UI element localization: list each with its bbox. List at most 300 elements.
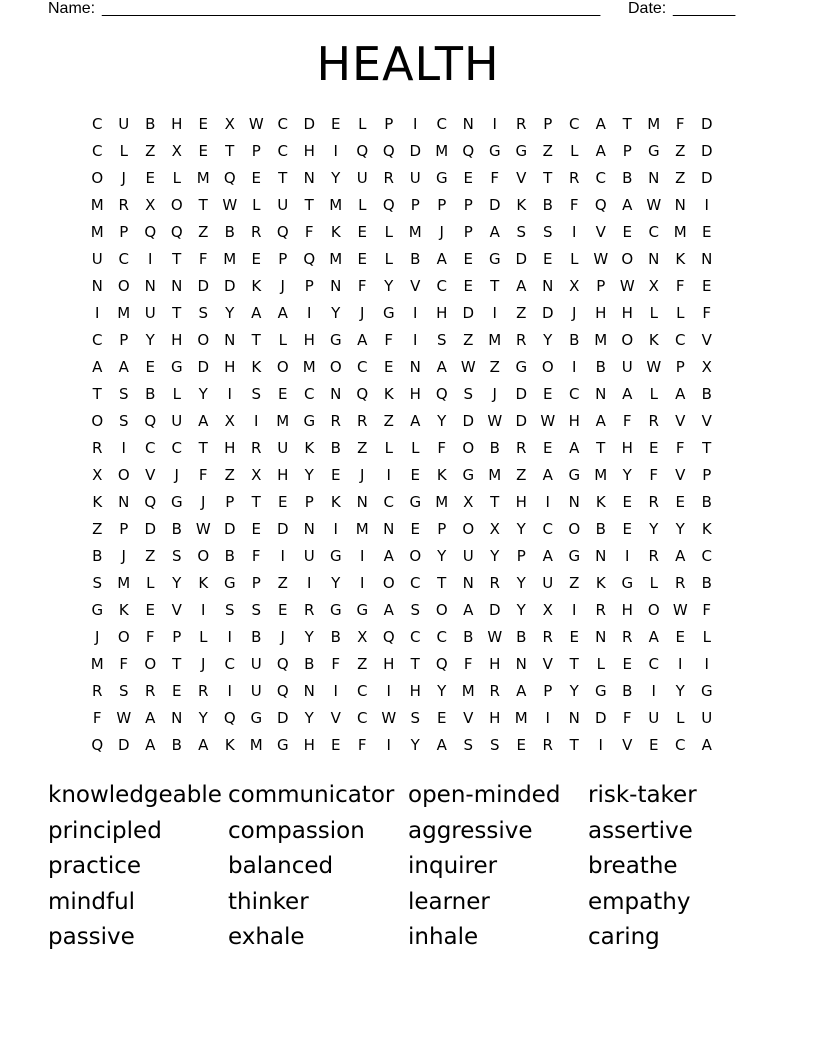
grid-letter[interactable]: I (227, 682, 232, 700)
grid-letter[interactable]: L (649, 385, 658, 403)
grid-letter[interactable]: D (541, 304, 554, 322)
grid-letter[interactable]: H (621, 304, 633, 322)
grid-letter[interactable]: F (490, 169, 500, 187)
grid-letter[interactable]: Q (144, 223, 157, 241)
grid-letter[interactable]: O (621, 331, 634, 349)
grid-letter[interactable]: Q (594, 196, 607, 214)
grid-letter[interactable]: J (280, 277, 285, 295)
grid-letter[interactable]: R (251, 439, 262, 457)
grid-letter[interactable]: X (224, 115, 235, 133)
grid-letter[interactable]: A (145, 736, 156, 754)
grid-letter[interactable]: G (223, 574, 236, 592)
grid-letter[interactable]: F (384, 331, 394, 349)
grid-letter[interactable]: S (171, 547, 182, 565)
grid-letter[interactable]: U (409, 169, 421, 187)
grid-letter[interactable]: F (463, 655, 473, 673)
grid-letter[interactable]: X (489, 520, 500, 538)
grid-letter[interactable]: U (277, 439, 289, 457)
grid-letter[interactable]: K (92, 493, 103, 511)
grid-letter[interactable]: F (622, 709, 632, 727)
grid-letter[interactable]: Q (382, 196, 395, 214)
grid-letter[interactable]: K (701, 520, 712, 538)
grid-letter[interactable]: H (277, 466, 289, 484)
grid-letter[interactable]: R (542, 628, 553, 646)
grid-letter[interactable]: L (676, 709, 685, 727)
grid-letter[interactable]: D (117, 736, 130, 754)
grid-letter[interactable]: X (145, 196, 156, 214)
grid-letter[interactable]: I (333, 142, 338, 160)
grid-letter[interactable]: F (92, 709, 102, 727)
grid-letter[interactable]: T (225, 142, 235, 160)
grid-letter[interactable]: F (622, 412, 632, 430)
grid-letter[interactable]: G (250, 709, 263, 727)
grid-letter[interactable]: G (276, 736, 289, 754)
grid-letter[interactable]: U (356, 169, 368, 187)
grid-letter[interactable]: B (701, 493, 712, 511)
grid-letter[interactable]: P (304, 277, 314, 295)
grid-letter[interactable]: T (198, 196, 208, 214)
grid-letter[interactable]: R (251, 223, 262, 241)
grid-letter[interactable]: G (515, 142, 528, 160)
grid-letter[interactable]: I (651, 682, 656, 700)
grid-letter[interactable]: I (413, 115, 418, 133)
grid-letter[interactable]: F (675, 439, 685, 457)
grid-letter[interactable]: N (171, 277, 183, 295)
grid-letter[interactable]: T (251, 331, 261, 349)
grid-letter[interactable]: P (516, 547, 526, 565)
grid-letter[interactable]: F (198, 250, 208, 268)
grid-letter[interactable]: O (91, 412, 104, 430)
grid-letter[interactable]: Q (170, 223, 183, 241)
grid-letter[interactable]: X (92, 466, 103, 484)
grid-letter[interactable]: R (330, 412, 341, 430)
grid-letter[interactable]: R (145, 682, 156, 700)
grid-letter[interactable]: K (436, 466, 447, 484)
grid-letter[interactable]: P (384, 115, 394, 133)
grid-letter[interactable]: V (542, 655, 553, 673)
grid-letter[interactable]: O (117, 277, 130, 295)
grid-letter[interactable]: Q (276, 223, 289, 241)
grid-letter[interactable]: T (490, 277, 500, 295)
grid-letter[interactable]: M (594, 331, 608, 349)
grid-letter[interactable]: A (277, 304, 288, 322)
grid-letter[interactable]: P (622, 142, 632, 160)
grid-letter[interactable]: H (303, 142, 315, 160)
grid-letter[interactable]: E (198, 115, 208, 133)
grid-letter[interactable]: D (700, 142, 713, 160)
grid-letter[interactable]: S (224, 601, 235, 619)
grid-letter[interactable]: R (595, 601, 606, 619)
grid-letter[interactable]: I (280, 547, 285, 565)
grid-letter[interactable]: I (492, 115, 497, 133)
grid-letter[interactable]: S (410, 601, 421, 619)
grid-letter[interactable]: K (304, 439, 315, 457)
grid-letter[interactable]: I (148, 250, 153, 268)
grid-letter[interactable]: L (702, 628, 711, 646)
grid-letter[interactable]: A (383, 601, 394, 619)
grid-letter[interactable]: I (307, 574, 312, 592)
grid-letter[interactable]: M (355, 520, 369, 538)
grid-letter[interactable]: P (596, 277, 606, 295)
grid-letter[interactable]: E (331, 736, 341, 754)
grid-letter[interactable]: O (568, 520, 581, 538)
grid-letter[interactable]: B (171, 736, 182, 754)
grid-letter[interactable]: C (410, 574, 421, 592)
grid-letter[interactable]: Q (223, 709, 236, 727)
grid-letter[interactable]: O (621, 250, 634, 268)
grid-letter[interactable]: Q (356, 142, 369, 160)
grid-letter[interactable]: S (198, 304, 209, 322)
grid-letter[interactable]: I (625, 547, 630, 565)
grid-letter[interactable]: Y (437, 682, 447, 700)
grid-letter[interactable]: N (568, 493, 580, 511)
grid-letter[interactable]: O (409, 547, 422, 565)
grid-letter[interactable]: E (278, 601, 288, 619)
grid-letter[interactable]: W (619, 277, 635, 295)
grid-letter[interactable]: B (622, 682, 633, 700)
grid-letter[interactable]: C (224, 655, 235, 673)
grid-letter[interactable]: S (463, 736, 474, 754)
grid-letter[interactable]: N (701, 250, 713, 268)
grid-letter[interactable]: M (435, 493, 449, 511)
grid-letter[interactable]: T (437, 574, 447, 592)
grid-letter[interactable]: P (119, 331, 129, 349)
grid-letter[interactable]: N (303, 682, 315, 700)
grid-letter[interactable]: X (569, 277, 580, 295)
grid-letter[interactable]: G (488, 142, 501, 160)
grid-letter[interactable]: A (410, 412, 421, 430)
grid-letter[interactable]: A (489, 223, 500, 241)
grid-letter[interactable]: Q (303, 250, 316, 268)
grid-letter[interactable]: O (647, 601, 660, 619)
grid-letter[interactable]: I (492, 304, 497, 322)
grid-letter[interactable]: K (251, 358, 262, 376)
grid-letter[interactable]: R (516, 115, 527, 133)
grid-letter[interactable]: V (701, 412, 712, 430)
grid-letter[interactable]: Z (675, 142, 686, 160)
grid-letter[interactable]: I (413, 304, 418, 322)
grid-letter[interactable]: D (488, 196, 501, 214)
grid-letter[interactable]: P (702, 466, 712, 484)
grid-letter[interactable]: L (278, 331, 287, 349)
grid-letter[interactable]: Y (145, 331, 155, 349)
grid-letter[interactable]: N (303, 520, 315, 538)
grid-letter[interactable]: N (568, 709, 580, 727)
grid-letter[interactable]: N (91, 277, 103, 295)
grid-letter[interactable]: C (357, 709, 368, 727)
grid-letter[interactable]: T (596, 439, 606, 457)
grid-letter[interactable]: N (542, 277, 554, 295)
grid-letter[interactable]: A (648, 628, 659, 646)
grid-letter[interactable]: L (649, 304, 658, 322)
grid-letter[interactable]: G (621, 574, 634, 592)
grid-letter[interactable]: C (436, 115, 447, 133)
grid-letter[interactable]: N (118, 493, 130, 511)
grid-letter[interactable]: L (570, 250, 579, 268)
grid-letter[interactable]: C (92, 142, 103, 160)
grid-letter[interactable]: F (437, 439, 447, 457)
grid-letter[interactable]: Y (198, 709, 208, 727)
grid-letter[interactable]: R (92, 439, 103, 457)
grid-letter[interactable]: W (646, 358, 662, 376)
grid-letter[interactable]: G (515, 358, 528, 376)
grid-letter[interactable]: T (278, 169, 288, 187)
grid-letter[interactable]: K (330, 493, 341, 511)
grid-letter[interactable]: C (304, 385, 315, 403)
grid-letter[interactable]: X (357, 628, 368, 646)
grid-letter[interactable]: N (409, 358, 421, 376)
grid-letter[interactable]: Z (516, 466, 527, 484)
grid-letter[interactable]: C (277, 115, 288, 133)
grid-letter[interactable]: V (145, 466, 156, 484)
grid-letter[interactable]: S (251, 385, 262, 403)
grid-letter[interactable]: V (675, 412, 686, 430)
grid-letter[interactable]: S (463, 385, 474, 403)
grid-letter[interactable]: G (356, 601, 369, 619)
grid-letter[interactable]: O (170, 196, 183, 214)
grid-letter[interactable]: E (172, 682, 182, 700)
grid-letter[interactable]: G (594, 682, 607, 700)
grid-letter[interactable]: A (118, 358, 129, 376)
grid-letter[interactable]: H (303, 736, 315, 754)
grid-letter[interactable]: O (462, 439, 475, 457)
grid-letter[interactable]: C (145, 439, 156, 457)
grid-letter[interactable]: P (251, 142, 261, 160)
grid-letter[interactable]: B (595, 520, 606, 538)
grid-letter[interactable]: G (488, 250, 501, 268)
grid-letter[interactable]: L (199, 628, 208, 646)
grid-letter[interactable]: H (303, 331, 315, 349)
grid-letter[interactable]: M (117, 304, 131, 322)
grid-letter[interactable]: T (410, 655, 420, 673)
grid-letter[interactable]: C (595, 169, 606, 187)
grid-letter[interactable]: S (489, 736, 500, 754)
grid-letter[interactable]: L (172, 169, 181, 187)
grid-letter[interactable]: F (119, 655, 129, 673)
grid-letter[interactable]: I (545, 709, 550, 727)
grid-letter[interactable]: B (542, 196, 553, 214)
grid-letter[interactable]: J (360, 304, 365, 322)
grid-letter[interactable]: N (224, 331, 236, 349)
grid-letter[interactable]: B (569, 331, 580, 349)
grid-letter[interactable]: L (411, 439, 420, 457)
grid-letter[interactable]: D (409, 142, 422, 160)
grid-letter[interactable]: R (648, 547, 659, 565)
grid-letter[interactable]: G (303, 412, 316, 430)
grid-letter[interactable]: I (333, 520, 338, 538)
grid-letter[interactable]: N (144, 277, 156, 295)
grid-letter[interactable]: Z (516, 304, 527, 322)
grid-letter[interactable]: G (700, 682, 713, 700)
grid-letter[interactable]: D (276, 709, 289, 727)
grid-letter[interactable]: I (704, 196, 709, 214)
grid-letter[interactable]: Y (410, 736, 420, 754)
grid-letter[interactable]: G (568, 466, 581, 484)
grid-letter[interactable]: R (648, 412, 659, 430)
grid-letter[interactable]: C (92, 115, 103, 133)
grid-letter[interactable]: H (595, 304, 607, 322)
grid-letter[interactable]: J (492, 385, 497, 403)
grid-letter[interactable]: M (196, 169, 210, 187)
grid-letter[interactable]: E (543, 385, 553, 403)
grid-letter[interactable]: T (172, 250, 182, 268)
grid-letter[interactable]: E (198, 142, 208, 160)
grid-letter[interactable]: E (516, 736, 526, 754)
grid-letter[interactable]: T (304, 196, 314, 214)
grid-letter[interactable]: C (277, 142, 288, 160)
grid-letter[interactable]: B (622, 169, 633, 187)
grid-letter[interactable]: G (462, 466, 475, 484)
grid-letter[interactable]: L (596, 655, 605, 673)
grid-letter[interactable]: F (569, 196, 579, 214)
grid-letter[interactable]: A (675, 547, 686, 565)
grid-letter[interactable]: N (648, 169, 660, 187)
grid-letter[interactable]: N (171, 709, 183, 727)
grid-letter[interactable]: S (410, 709, 421, 727)
grid-letter[interactable]: N (383, 520, 395, 538)
grid-letter[interactable]: C (383, 493, 394, 511)
grid-letter[interactable]: A (251, 304, 262, 322)
grid-letter[interactable]: L (649, 574, 658, 592)
grid-letter[interactable]: R (516, 331, 527, 349)
grid-letter[interactable]: P (119, 223, 129, 241)
grid-letter[interactable]: E (463, 169, 473, 187)
grid-letter[interactable]: G (329, 331, 342, 349)
grid-letter[interactable]: R (198, 682, 209, 700)
grid-letter[interactable]: I (572, 601, 577, 619)
grid-letter[interactable]: N (595, 385, 607, 403)
grid-letter[interactable]: W (460, 358, 476, 376)
grid-letter[interactable]: E (410, 520, 420, 538)
grid-letter[interactable]: Y (437, 547, 447, 565)
grid-letter[interactable]: D (488, 601, 501, 619)
grid-letter[interactable]: Y (384, 277, 394, 295)
grid-letter[interactable]: D (223, 520, 236, 538)
grid-letter[interactable]: F (649, 466, 659, 484)
grid-letter[interactable]: E (649, 736, 659, 754)
grid-letter[interactable]: R (622, 628, 633, 646)
grid-letter[interactable]: R (648, 493, 659, 511)
grid-letter[interactable]: Q (462, 142, 475, 160)
grid-letter[interactable]: Y (225, 304, 235, 322)
grid-letter[interactable]: U (277, 196, 289, 214)
grid-letter[interactable]: A (622, 196, 633, 214)
grid-letter[interactable]: S (516, 223, 527, 241)
grid-letter[interactable]: D (197, 358, 210, 376)
grid-letter[interactable]: K (516, 196, 527, 214)
grid-letter[interactable]: R (489, 682, 500, 700)
grid-letter[interactable]: R (383, 169, 394, 187)
grid-letter[interactable]: D (515, 412, 528, 430)
grid-letter[interactable]: J (439, 223, 444, 241)
grid-letter[interactable]: K (595, 493, 606, 511)
grid-letter[interactable]: I (227, 385, 232, 403)
grid-letter[interactable]: F (145, 628, 155, 646)
grid-letter[interactable]: O (117, 466, 130, 484)
grid-letter[interactable]: A (198, 412, 209, 430)
grid-letter[interactable]: V (675, 466, 686, 484)
grid-letter[interactable]: E (463, 277, 473, 295)
grid-letter[interactable]: C (542, 520, 553, 538)
grid-letter[interactable]: I (227, 628, 232, 646)
grid-letter[interactable]: T (702, 439, 712, 457)
grid-letter[interactable]: Z (145, 547, 156, 565)
grid-letter[interactable]: A (357, 331, 368, 349)
grid-letter[interactable]: N (330, 385, 342, 403)
grid-letter[interactable]: D (276, 520, 289, 538)
grid-letter[interactable]: E (145, 169, 155, 187)
grid-letter[interactable]: R (118, 196, 129, 214)
grid-letter[interactable]: C (357, 358, 368, 376)
grid-letter[interactable]: A (569, 439, 580, 457)
grid-letter[interactable]: J (201, 493, 206, 511)
grid-letter[interactable]: E (675, 628, 685, 646)
grid-letter[interactable]: H (171, 331, 183, 349)
grid-letter[interactable]: N (303, 169, 315, 187)
grid-letter[interactable]: E (622, 655, 632, 673)
grid-letter[interactable]: X (701, 358, 712, 376)
grid-letter[interactable]: V (516, 169, 527, 187)
grid-letter[interactable]: Y (490, 547, 500, 565)
grid-letter[interactable]: B (410, 250, 421, 268)
grid-letter[interactable]: E (384, 358, 394, 376)
grid-letter[interactable]: M (223, 250, 237, 268)
grid-letter[interactable]: C (675, 736, 686, 754)
grid-letter[interactable]: C (410, 628, 421, 646)
grid-letter[interactable]: M (90, 196, 104, 214)
grid-letter[interactable]: G (170, 493, 183, 511)
grid-letter[interactable]: U (171, 412, 183, 430)
grid-letter[interactable]: R (489, 574, 500, 592)
grid-letter[interactable]: C (357, 682, 368, 700)
grid-letter[interactable]: K (224, 736, 235, 754)
grid-letter[interactable]: I (678, 655, 683, 673)
grid-letter[interactable]: P (543, 682, 553, 700)
grid-letter[interactable]: A (198, 736, 209, 754)
grid-letter[interactable]: M (461, 682, 475, 700)
grid-letter[interactable]: Y (569, 682, 579, 700)
grid-letter[interactable]: T (569, 736, 579, 754)
grid-letter[interactable]: E (675, 493, 685, 511)
grid-letter[interactable]: Y (304, 628, 314, 646)
grid-letter[interactable]: Z (277, 574, 288, 592)
grid-letter[interactable]: E (569, 628, 579, 646)
grid-letter[interactable]: Q (435, 385, 448, 403)
grid-letter[interactable]: J (360, 466, 365, 484)
grid-letter[interactable]: A (542, 466, 553, 484)
grid-letter[interactable]: N (595, 547, 607, 565)
grid-letter[interactable]: E (543, 439, 553, 457)
grid-letter[interactable]: C (701, 547, 712, 565)
grid-letter[interactable]: E (251, 520, 261, 538)
grid-letter[interactable]: J (121, 547, 126, 565)
grid-letter[interactable]: E (331, 115, 341, 133)
grid-letter[interactable]: U (701, 709, 713, 727)
grid-letter[interactable]: Z (357, 655, 368, 673)
grid-letter[interactable]: C (436, 628, 447, 646)
grid-letter[interactable]: W (593, 250, 609, 268)
grid-letter[interactable]: C (436, 277, 447, 295)
grid-letter[interactable]: V (330, 709, 341, 727)
grid-letter[interactable]: H (383, 655, 395, 673)
grid-letter[interactable]: B (463, 628, 474, 646)
grid-letter[interactable]: C (171, 439, 182, 457)
grid-letter[interactable]: A (595, 412, 606, 430)
grid-letter[interactable]: H (621, 439, 633, 457)
grid-letter[interactable]: F (702, 304, 712, 322)
grid-letter[interactable]: U (462, 547, 474, 565)
grid-letter[interactable]: A (701, 736, 712, 754)
